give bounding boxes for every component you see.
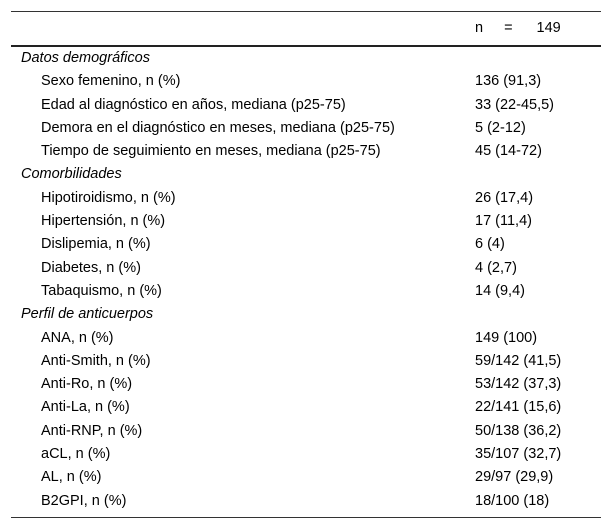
table-row	[11, 210, 601, 233]
row-label: Edad al diagnóstico en años, mediana (p25-75)	[41, 96, 346, 113]
row-value: 33 (22-45,5)	[475, 96, 554, 113]
row-value: 17 (11,4)	[475, 213, 532, 230]
row-label: Sexo femenino, n (%)	[41, 73, 181, 90]
row-label: B2GPI, n (%)	[41, 492, 127, 509]
row-label: Anti-RNP, n (%)	[41, 422, 143, 439]
table-row	[11, 373, 601, 396]
row-label: ANA, n (%)	[41, 329, 114, 346]
row-value: 29/97 (29,9)	[475, 469, 554, 486]
characteristics-table	[11, 11, 601, 518]
row-value: 35/107 (32,7)	[475, 446, 562, 463]
row-value: 4 (2,7)	[475, 259, 517, 276]
row-label: Tiempo de seguimiento en meses, mediana (p25-75)	[41, 143, 381, 160]
table-row	[11, 117, 601, 140]
row-value: 6 (4)	[475, 236, 505, 253]
row-value: 18/100 (18)	[475, 492, 550, 509]
table-row	[11, 443, 601, 466]
section-title-row	[11, 47, 601, 70]
row-label: Diabetes, n (%)	[41, 259, 141, 276]
table-header-row	[11, 12, 601, 45]
row-label: aCL, n (%)	[41, 446, 111, 463]
section-title: Datos demográficos	[21, 50, 150, 66]
table-row	[11, 280, 601, 303]
row-value: 136 (91,3)	[475, 73, 542, 90]
table-row	[11, 466, 601, 489]
table-row	[11, 420, 601, 443]
row-value: 22/141 (15,6)	[475, 399, 562, 416]
table-bottom-rule	[11, 517, 601, 518]
row-value: 14 (9,4)	[475, 282, 525, 299]
row-value: 149 (100)	[475, 329, 538, 346]
table-row	[11, 350, 601, 373]
table-row	[11, 257, 601, 280]
header-equals: =	[504, 20, 513, 36]
table-row	[11, 396, 601, 419]
row-label: Anti-La, n (%)	[41, 399, 130, 416]
row-label: Tabaquismo, n (%)	[41, 282, 162, 299]
section-title: Perfil de anticuerpos	[21, 306, 154, 323]
row-value: 45 (14-72)	[475, 143, 542, 160]
row-value: 26 (17,4)	[475, 189, 534, 206]
section-title-row	[11, 303, 601, 326]
section-title-row	[11, 163, 601, 186]
header-n-value: 149	[536, 20, 561, 36]
row-label: Hipotiroidismo, n (%)	[41, 189, 176, 206]
row-value: 59/142 (41,5)	[475, 352, 562, 369]
row-label: Demora en el diagnóstico en meses, mediana (p25-75)	[41, 119, 395, 136]
table-row	[11, 233, 601, 256]
row-label: Hipertensión, n (%)	[41, 213, 166, 230]
header-sample-size	[475, 12, 561, 45]
row-value: 53/142 (37,3)	[475, 376, 562, 393]
table-row	[11, 140, 601, 163]
table-body	[11, 47, 601, 513]
row-value: 5 (2-12)	[475, 119, 526, 136]
table-row	[11, 327, 601, 350]
row-label: Dislipemia, n (%)	[41, 236, 151, 253]
row-label: Anti-Ro, n (%)	[41, 376, 133, 393]
table-row	[11, 70, 601, 93]
row-label: Anti-Smith, n (%)	[41, 352, 151, 369]
table-row	[11, 187, 601, 210]
row-value: 50/138 (36,2)	[475, 422, 562, 439]
table-row	[11, 94, 601, 117]
table-row	[11, 490, 601, 513]
header-n-label: n	[475, 20, 484, 36]
row-label: AL, n (%)	[41, 469, 102, 486]
section-title: Comorbilidades	[21, 166, 122, 183]
